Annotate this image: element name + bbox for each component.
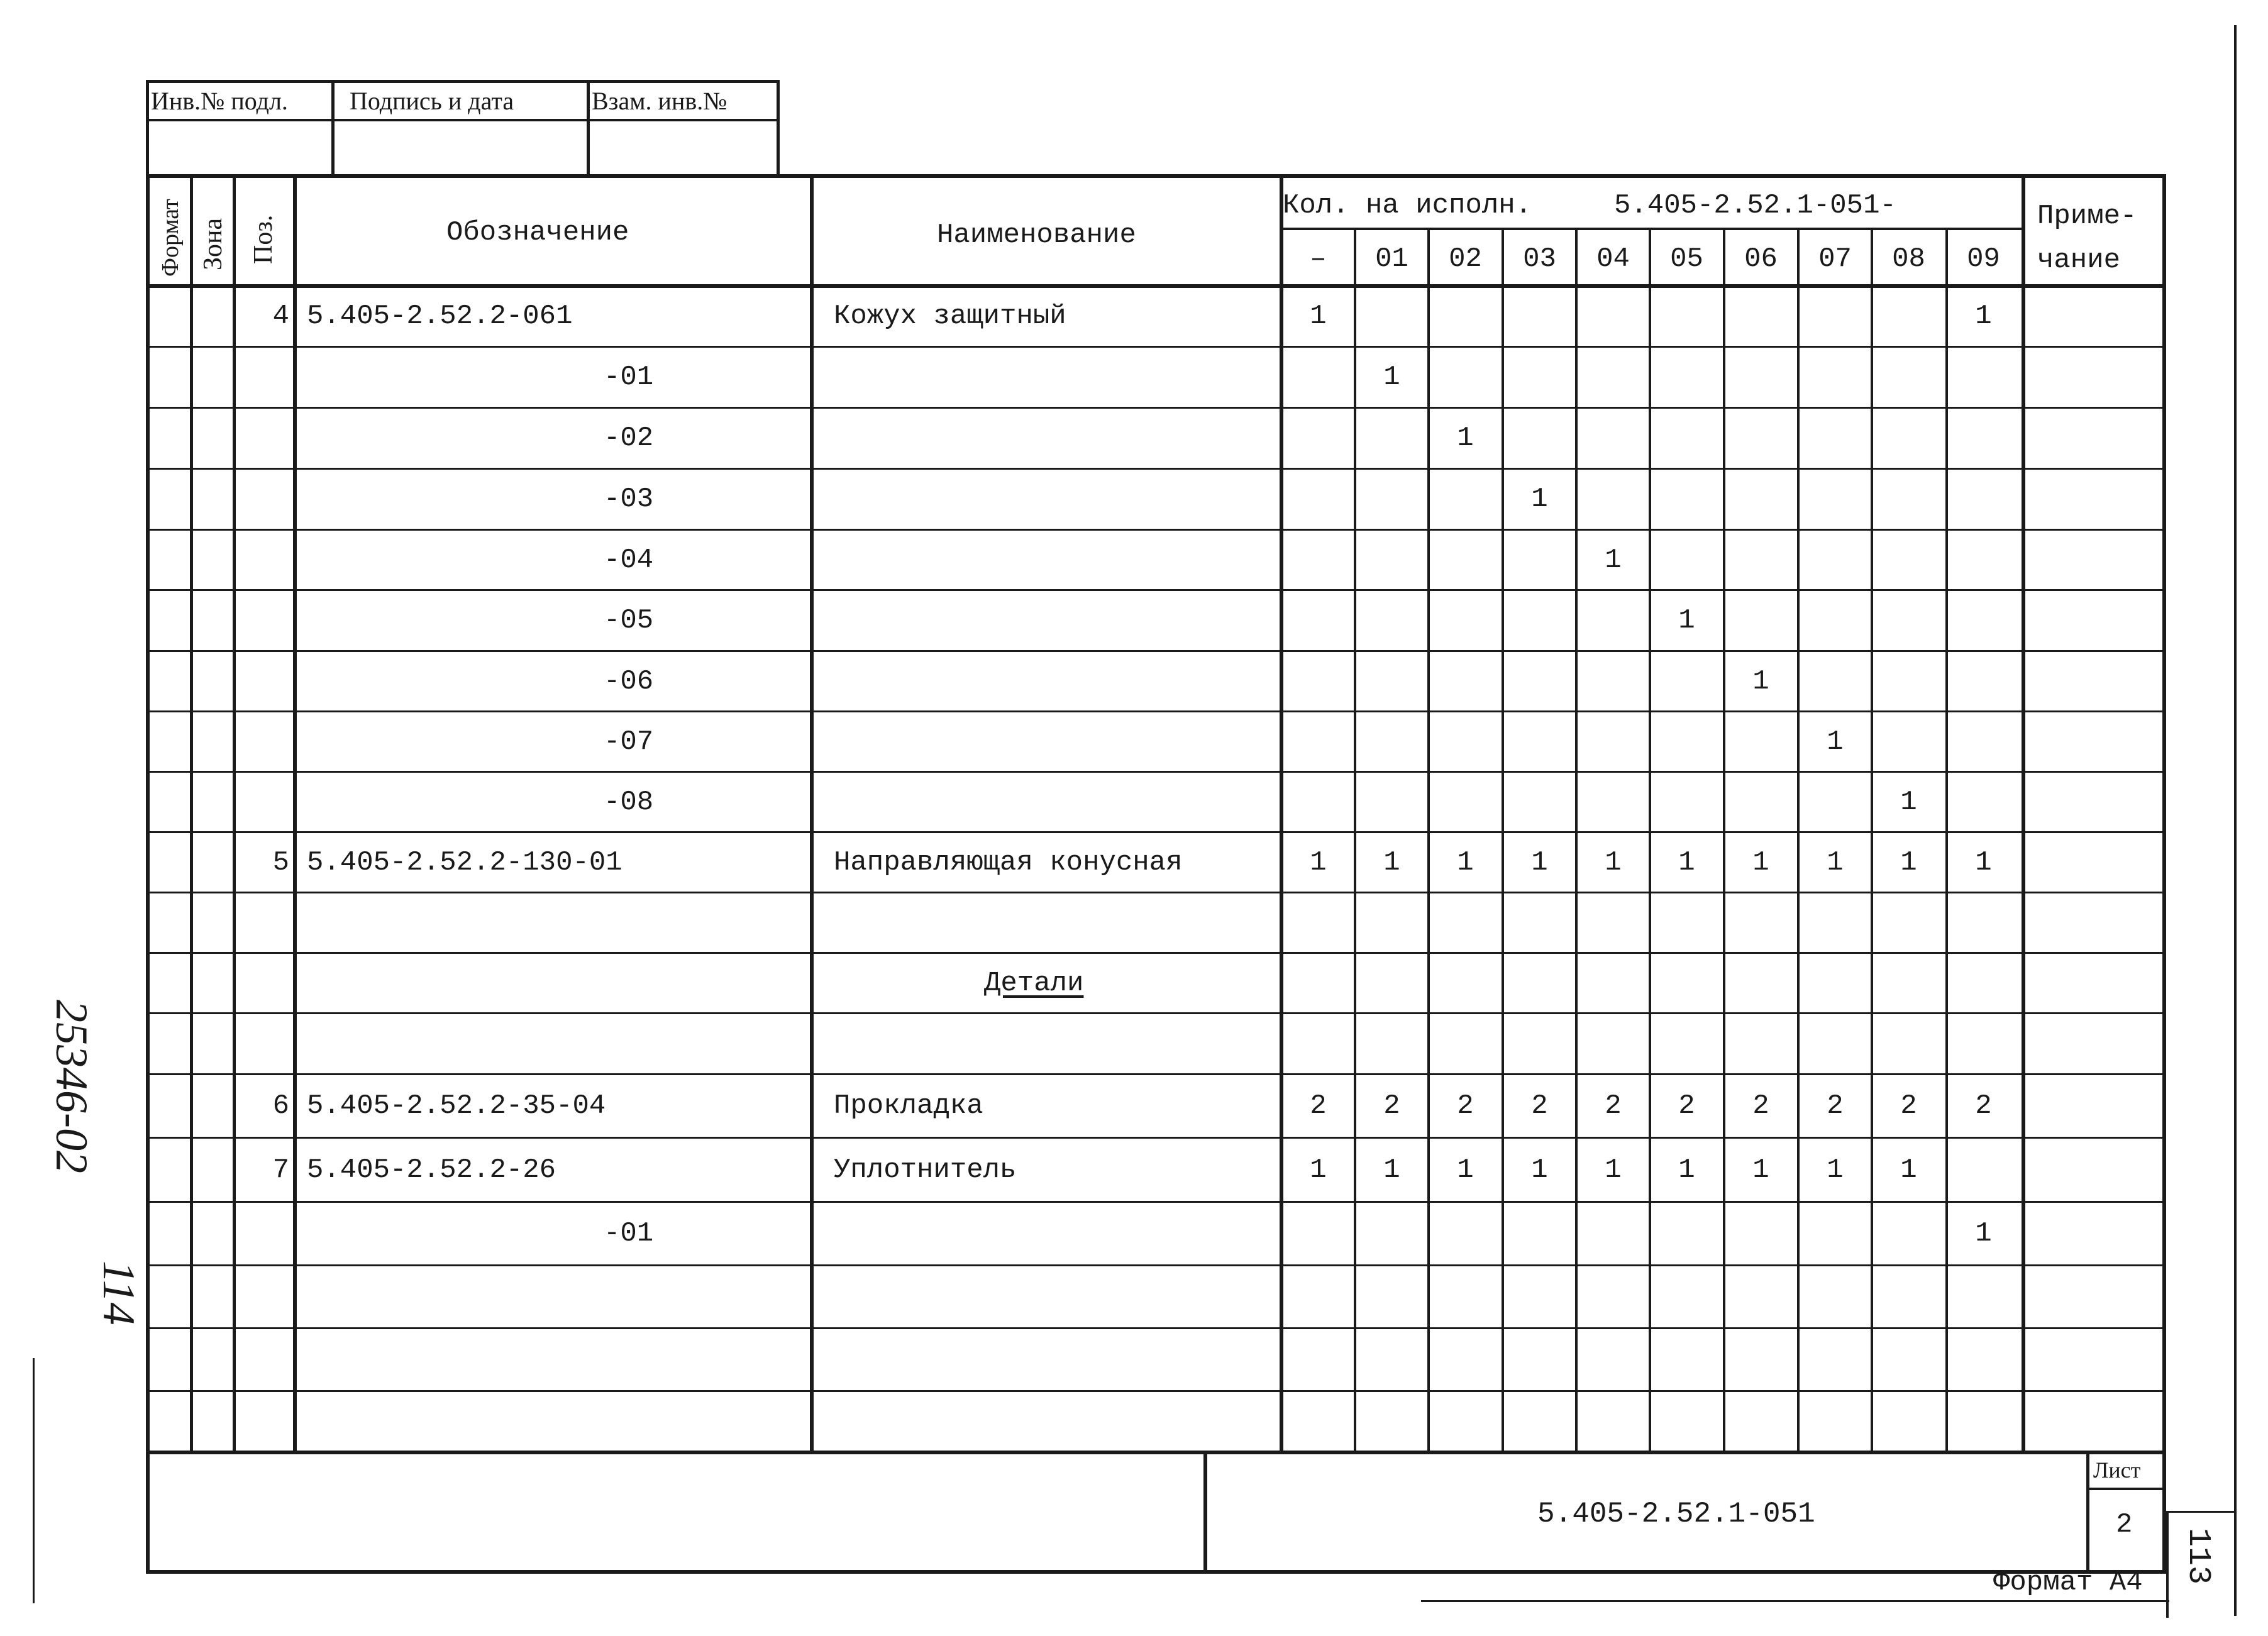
stamp-vzam-inv: Взам. инв.№ — [592, 87, 727, 115]
row-qty-cell: 1 — [1457, 846, 1474, 878]
row-qty-cell: 1 — [1752, 665, 1769, 697]
row-designation: -01 — [604, 1218, 654, 1249]
row-designation: -08 — [604, 786, 654, 818]
sheet-label: Лист — [2093, 1457, 2141, 1483]
side-note-page: 114 — [94, 1261, 144, 1325]
row-qty-cell: 1 — [1310, 846, 1327, 878]
row-designation: -01 — [604, 362, 654, 393]
row-qty-cell: 1 — [1975, 301, 1992, 332]
row-pos: 5 — [272, 846, 289, 878]
row-qty-cell: 1 — [1457, 423, 1474, 454]
row-qty-cell: 1 — [1383, 362, 1400, 393]
row-qty-cell: 1 — [1605, 544, 1622, 576]
variant-header-base: – — [1310, 243, 1327, 275]
row-qty-cell: 1 — [1605, 846, 1622, 878]
row-designation: 5.405-2.52.2-061 — [307, 301, 573, 332]
row-name: Уплотнитель — [834, 1154, 1017, 1186]
stamp-inv-podl: Инв.№ подл. — [151, 87, 288, 115]
row-qty-cell: 2 — [1457, 1090, 1474, 1122]
header-pos: Поз. — [249, 214, 278, 264]
header-qty-code: 5.405-2.52.1-051- — [1614, 190, 1896, 221]
row-pos: 4 — [272, 301, 289, 332]
row-qty-cell: 1 — [1975, 1218, 1992, 1249]
row-designation: -05 — [604, 605, 654, 636]
row-designation: -07 — [604, 726, 654, 758]
variant-header-08: 08 — [1892, 243, 1925, 275]
row-qty-cell: 1 — [1827, 1154, 1844, 1186]
row-qty-cell: 1 — [1605, 1154, 1622, 1186]
row-qty-cell: 1 — [1975, 846, 1992, 878]
row-qty-cell: 2 — [1531, 1090, 1548, 1122]
row-qty-cell: 1 — [1752, 846, 1769, 878]
variant-header-07: 07 — [1818, 243, 1852, 275]
row-qty-cell: 2 — [1752, 1090, 1769, 1122]
variant-header-06: 06 — [1744, 243, 1778, 275]
row-designation: 5.405-2.52.2-35-04 — [307, 1090, 606, 1122]
row-name: Кожух защитный — [834, 301, 1066, 332]
row-qty-cell: 1 — [1383, 846, 1400, 878]
row-designation: 5.405-2.52.2-130-01 — [307, 846, 622, 878]
row-qty-cell: 2 — [1383, 1090, 1400, 1122]
row-qty-cell: 2 — [1827, 1090, 1844, 1122]
variant-header-03: 03 — [1523, 243, 1556, 275]
row-qty-cell: 2 — [1900, 1090, 1917, 1122]
row-pos: 7 — [272, 1154, 289, 1186]
row-designation: -06 — [604, 665, 654, 697]
row-name: Прокладка — [834, 1090, 983, 1122]
row-qty-cell: 1 — [1531, 484, 1548, 515]
section-heading: Детали — [984, 967, 1084, 999]
variant-header-02: 02 — [1449, 243, 1482, 275]
row-qty-cell: 1 — [1827, 726, 1844, 758]
variant-header-05: 05 — [1670, 243, 1703, 275]
row-qty-cell: 1 — [1827, 846, 1844, 878]
row-designation: -03 — [604, 484, 654, 515]
variant-header-04: 04 — [1596, 243, 1630, 275]
format-label: Формат А4 — [1993, 1567, 2143, 1598]
row-designation: -02 — [604, 423, 654, 454]
row-qty-cell: 1 — [1531, 1154, 1548, 1186]
header-note-2: чание — [2037, 245, 2121, 276]
stamp-signature-date: Подпись и дата — [350, 87, 514, 115]
header-designation: Обозначение — [446, 217, 629, 248]
variant-header-09: 09 — [1967, 243, 2000, 275]
row-qty-cell: 1 — [1457, 1154, 1474, 1186]
row-qty-cell: 1 — [1383, 1154, 1400, 1186]
row-qty-cell: 1 — [1678, 605, 1695, 636]
side-note-code: 25346-02 — [47, 1000, 97, 1173]
row-qty-cell: 1 — [1900, 786, 1917, 818]
header-qty-label: Кол. на исполн. — [1283, 190, 1532, 221]
row-qty-cell: 1 — [1310, 301, 1327, 332]
doc-code: 5.405-2.52.1-051 — [1537, 1498, 1815, 1530]
row-qty-cell: 2 — [1678, 1090, 1695, 1122]
row-designation: -04 — [604, 544, 654, 576]
row-qty-cell: 1 — [1678, 846, 1695, 878]
header-note-1: Приме- — [2037, 201, 2137, 232]
row-qty-cell: 1 — [1310, 1154, 1327, 1186]
variant-header-01: 01 — [1375, 243, 1408, 275]
row-pos: 6 — [272, 1090, 289, 1122]
row-qty-cell: 1 — [1531, 846, 1548, 878]
row-qty-cell: 2 — [1310, 1090, 1327, 1122]
row-qty-cell: 1 — [1752, 1154, 1769, 1186]
sheet-number: 2 — [2116, 1509, 2133, 1540]
header-format: Формат — [157, 199, 184, 277]
row-qty-cell: 1 — [1900, 1154, 1917, 1186]
row-qty-cell: 2 — [1605, 1090, 1622, 1122]
header-zone: Зона — [199, 218, 228, 270]
page-side-number: 113 — [2180, 1528, 2216, 1585]
header-name: Наименование — [937, 219, 1136, 251]
row-name: Направляющая конусная — [834, 846, 1183, 878]
row-qty-cell: 1 — [1900, 846, 1917, 878]
row-designation: 5.405-2.52.2-26 — [307, 1154, 556, 1186]
row-qty-cell: 1 — [1678, 1154, 1695, 1186]
row-qty-cell: 2 — [1975, 1090, 1992, 1122]
